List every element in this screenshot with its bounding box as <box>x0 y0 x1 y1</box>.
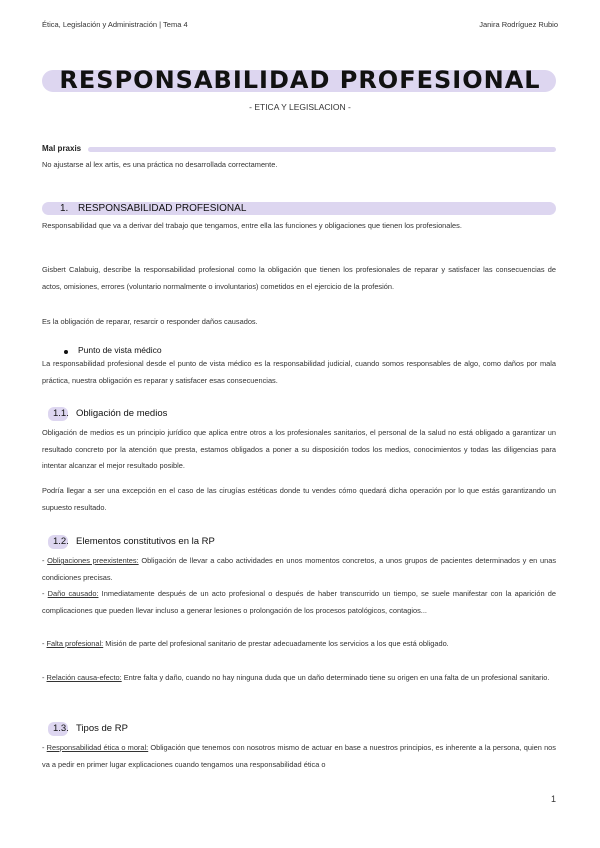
bullet-text: La responsabilidad profesional desde el punto de vista médico es la responsabilidad judicial, cuando somos responsables de algo, como daños por mala práctica, nuestra obligación es reparar y satisfacer esas consecuencias. <box>42 359 556 385</box>
section-1-paragraph-1: Responsabilidad que va a derivar del trabajo que tengamos, entre ella las funciones y obligaciones que tienen los profesionales. <box>42 221 462 230</box>
list-item: - Falta profesional: Misión de parte del profesional sanitario de prestar adecuadamente los servicios a los que está obligado. <box>42 639 449 648</box>
mal-praxis-rule <box>88 147 556 152</box>
mal-praxis-label: Mal praxis <box>42 144 82 153</box>
section-1-2-number: 1.2. <box>53 536 69 547</box>
section-1-3-title: Tipos de RP <box>76 723 128 734</box>
section-1-paragraph-2: Gisbert Calabuig, describe la responsabilidad profesional como la obligación que tienen los profesionales de reparar y satisfacer las consecuencias de actos, omisiones, errores (voluntario normalmente o involuntarios) cometidos en el ejercicio de la profesión. <box>42 265 556 291</box>
list-item-text: Inmediatamente después de un acto profesional o después de haber transcurrido un tiempo, se suele manifestar con la aparición de complicaciones que pueden llevar incluso a generar lesiones o prolongación de los procesos patológicos, contagios... <box>42 589 556 615</box>
list-item: - Relación causa-efecto: Entre falta y daño, cuando no hay ninguna duda que un daño determinado tiene su origen en una falta de un profesional sanitario. <box>42 673 550 682</box>
list-item: - Obligaciones preexistentes: Obligación de llevar a cabo actividades en unos momentos concretos, a unos grupos de pacientes determinados y en unas condiciones precisas. <box>42 556 557 582</box>
page-number: 1 <box>550 794 556 804</box>
section-1-number: 1. <box>60 203 69 214</box>
page-subtitle: - ETICA Y LEGISLACION - <box>249 102 351 112</box>
list-item-text: Misión de parte del profesional sanitario de prestar adecuadamente los servicios a los que está obligado. <box>103 639 449 648</box>
list-item-term: Responsabilidad ética o moral: <box>46 743 149 752</box>
list-item-term: Falta profesional: <box>46 639 104 648</box>
section-1-3-number: 1.3. <box>53 723 69 734</box>
list-item-term: Obligaciones preexistentes: <box>47 556 139 565</box>
section-1-1-paragraph-2: Podría llegar a ser una excepción en el caso de las cirugías estéticas donde tu vendes cómo quedará dicha operación por lo que estás garantizando un supuesto resultado. <box>42 486 556 512</box>
bullet-icon <box>64 350 68 354</box>
header-author: Janira Rodríguez Rubio <box>479 20 558 29</box>
section-1-2-title: Elementos constitutivos en la RP <box>76 536 215 547</box>
section-1-paragraph-3: Es la obligación de reparar, resarcir o responder daños causados. <box>42 317 258 326</box>
list-item-term: Relación causa-efecto: <box>46 673 122 682</box>
header-course: Ética, Legislación y Administración | Tema 4 <box>42 20 188 29</box>
list-item: - Responsabilidad ética o moral: Obligación que tenemos con nosotros mismo de actuar en base a nuestros principios, es inherente a la persona, quien nos va a pedir en primer lugar explicaciones cuando tengamos una responsabilidad ética o <box>42 743 556 769</box>
section-1-1-number: 1.1. <box>53 408 69 419</box>
mal-praxis-text: No ajustarse al lex artis, es una práctica no desarrollada correctamente. <box>42 160 278 169</box>
list-item-text: Entre falta y daño, cuando no hay ninguna duda que un daño determinado tiene su origen en una falta de un profesional sanitario. <box>121 673 550 682</box>
list-item-term: Daño causado: <box>47 589 99 598</box>
list-item: - Daño causado: Inmediatamente después de un acto profesional o después de haber transcurrido un tiempo, se suele manifestar con la aparición de complicaciones que pueden llevar incluso a generar lesiones o prolongación de los procesos patológicos, contagios... <box>42 589 556 615</box>
list-item-text: Obligación de llevar a cabo actividades en unos momentos concretos, a unos grupos de pacientes determinados y en unas condiciones precisas. <box>42 556 557 582</box>
bullet-title: Punto de vista médico <box>78 345 162 355</box>
page-title: RESPONSABILIDAD PROFESIONAL <box>59 66 541 94</box>
section-1-title: RESPONSABILIDAD PROFESIONAL <box>78 203 247 214</box>
section-1-1-paragraph-1: Obligación de medios es un principio jurídico que aplica entre otros a los profesionales sanitarios, el personal de la salud no está obligado a garantizar un resultado concreto por la atención que presta, estamos obligados a poner a su disposición todos los medios, conocimientos y todas las diligencias para intentar alcanzar el mejor resultado posible. <box>42 428 556 470</box>
list-item-text: Obligación que tenemos con nosotros mismo de actuar en base a nuestros principios, es inherente a la persona, quien nos va a pedir en primer lugar explicaciones cuando tengamos una responsabilidad ética o <box>42 743 556 769</box>
section-1-1-title: Obligación de medios <box>76 408 168 419</box>
